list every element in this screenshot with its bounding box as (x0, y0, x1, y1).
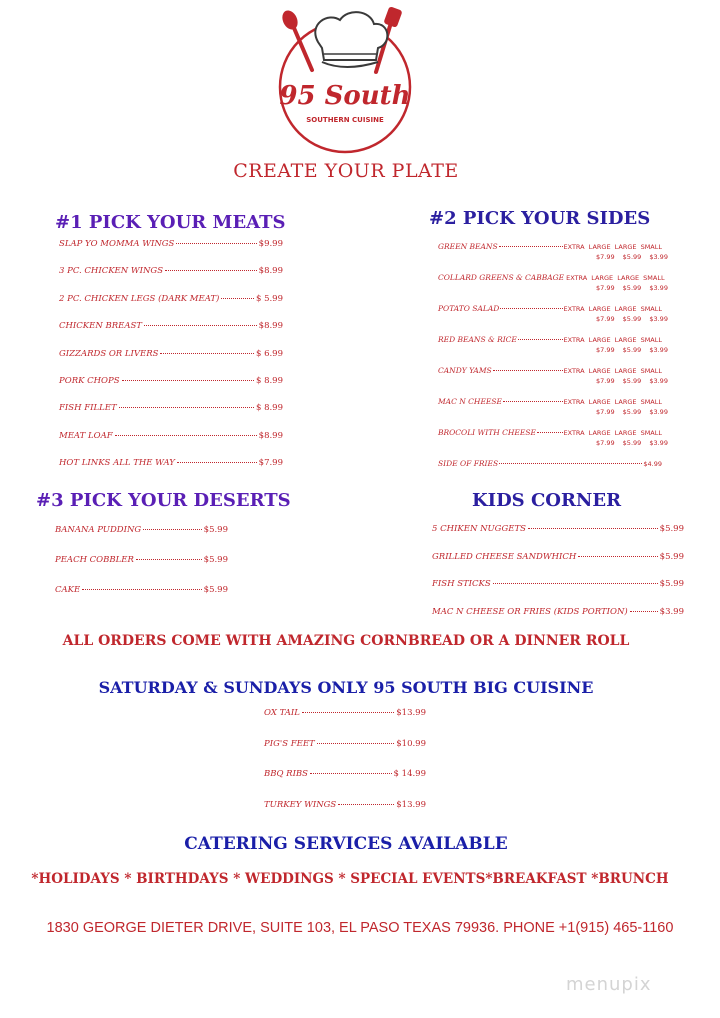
item-name: FISH FILLET (59, 403, 117, 414)
item-price: $ 6.99 (255, 348, 283, 359)
dot-leader (317, 743, 395, 744)
dot-leader (338, 804, 394, 805)
item-price: $ 5.99 (255, 293, 283, 304)
side-item (438, 366, 668, 385)
item-price: $5.99 (203, 525, 228, 535)
menu-item (264, 800, 426, 810)
side-item (438, 242, 668, 261)
item-price: $4.99 (643, 460, 662, 468)
menu-item (264, 739, 426, 749)
dot-leader (82, 589, 201, 590)
size-prices: $7.99 $5.99 $3.99 (596, 408, 668, 416)
menu-item (432, 579, 684, 589)
dot-leader (499, 463, 642, 464)
item-price: $10.99 (396, 738, 426, 749)
item-name: MAC N CHEESE OR FRIES (KIDS PORTION) (432, 606, 628, 617)
dot-leader (144, 325, 257, 326)
item-name: GREEN BEANS (438, 242, 498, 251)
side-item (438, 273, 668, 292)
side-item-row (438, 366, 662, 375)
item-name: 3 PC. CHICKEN WINGS (59, 266, 164, 277)
item-name: POTATO SALAD (438, 304, 500, 313)
menu-item (59, 349, 283, 359)
kids-title: KIDS CORNER (472, 490, 622, 511)
logo-graphic (270, 2, 420, 157)
menu-item (59, 321, 283, 331)
item-name: FISH STICKS (432, 579, 491, 589)
size-labels: EXTRA LARGE LARGE SMALL (563, 429, 662, 437)
menu-item (55, 525, 228, 535)
menu-item (59, 239, 283, 249)
restaurant-logo (270, 2, 420, 157)
deserts-title: #3 PICK YOUR DESERTS (36, 490, 291, 511)
item-price: $7.99 (258, 458, 283, 469)
dot-leader (528, 528, 658, 529)
size-labels: EXTRA LARGE LARGE SMALL (563, 305, 662, 313)
item-name: BBQ RIBS (264, 769, 308, 779)
logo-tagline: SOUTHERN CUISINE (306, 116, 384, 124)
dot-leader (165, 270, 257, 271)
item-price: $9.99 (258, 239, 283, 249)
item-name: PEACH COBBLER (55, 555, 134, 565)
size-labels: EXTRA LARGE LARGE SMALL (563, 367, 662, 375)
item-name: HOT LINKS ALL THE WAY (59, 458, 175, 469)
item-name: SIDE OF FRIES (438, 459, 499, 468)
menu-item (59, 294, 283, 304)
address: 1830 GEORGE DIETER DRIVE, SUITE 103, EL PASO TEXAS 79936. PHONE +1(915) 465-1160 (46, 920, 674, 936)
menu-item (55, 585, 228, 595)
dot-leader (578, 556, 657, 557)
menu-item (432, 607, 684, 617)
menu-item (55, 555, 228, 565)
dot-leader (143, 529, 201, 530)
side-item (438, 397, 668, 416)
dot-leader (119, 407, 254, 408)
item-price: $3.99 (659, 606, 684, 617)
dot-leader (160, 353, 253, 354)
item-name: RED BEANS & RICE (438, 335, 517, 344)
weekend-title: SATURDAY & SUNDAYS ONLY 95 SOUTH BIG CUISINE (98, 678, 594, 697)
item-price: $8.99 (258, 266, 283, 277)
item-name: GRILLED CHEESE SANDWHICH (432, 551, 577, 562)
menu-item (59, 431, 283, 441)
side-item (438, 428, 668, 447)
dot-leader (221, 298, 254, 299)
cornbread-note: ALL ORDERS COME WITH AMAZING CORNBREAD OR A DINNER ROLL (62, 633, 630, 649)
size-prices: $7.99 $5.99 $3.99 (596, 315, 668, 323)
menu-item (264, 708, 426, 718)
dot-leader (518, 339, 563, 340)
catering-events: *HOLIDAYS * BIRTHDAYS * WEDDINGS * SPECIAL EVENTS*BREAKFAST *BRUNCH (31, 871, 669, 887)
item-price: $ 8.99 (255, 403, 283, 414)
dot-leader (499, 246, 563, 247)
side-item-row (438, 428, 662, 437)
item-name: PIG'S FEET (264, 738, 315, 749)
menu-item (59, 458, 283, 468)
logo-name: 95 South (279, 81, 411, 111)
item-name: MEAT LOAF (59, 430, 113, 441)
side-item-row (438, 273, 665, 282)
size-prices: $7.99 $5.99 $3.99 (596, 439, 668, 447)
item-price: $5.99 (659, 551, 684, 562)
side-item-row (438, 397, 662, 406)
side-item-row (438, 335, 662, 344)
item-name: GIZZARDS OR LIVERS (59, 348, 159, 359)
side-of-fries (438, 459, 662, 468)
item-name: CAKE (55, 585, 81, 595)
size-prices: $7.99 $5.99 $3.99 (596, 284, 668, 292)
side-item-row (438, 304, 662, 313)
dot-leader (115, 435, 257, 436)
item-price: $5.99 (659, 579, 684, 589)
dot-leader (537, 432, 563, 433)
item-name: CHICKEN BREAST (59, 321, 142, 332)
watermark-logo: menupix (566, 974, 652, 995)
dot-leader (493, 583, 658, 584)
size-labels: EXTRA LARGE LARGE SMALL (566, 274, 665, 282)
item-name: SLAP YO MOMMA WINGS (59, 239, 175, 249)
meats-title: #1 PICK YOUR MEATS (55, 212, 286, 233)
size-labels: EXTRA LARGE LARGE SMALL (563, 336, 662, 344)
item-name: 2 PC. CHICKEN LEGS (DARK MEAT) (59, 293, 220, 304)
sides-title: #2 PICK YOUR SIDES (429, 208, 651, 229)
size-prices: $7.99 $5.99 $3.99 (596, 253, 668, 261)
menu-item (432, 524, 684, 534)
dot-leader (122, 380, 254, 381)
dot-leader (493, 370, 563, 371)
item-name: MAC N CHEESE (438, 397, 503, 406)
item-name: CANDY YAMS (438, 366, 492, 375)
side-item-row (438, 242, 662, 251)
item-name: OX TAIL (264, 708, 300, 718)
side-item-row (438, 459, 662, 468)
item-name: TURKEY WINGS (264, 799, 337, 810)
side-item (438, 304, 668, 323)
item-price: $13.99 (396, 799, 426, 810)
menu-item (432, 552, 684, 562)
item-name: COLLARD GREENS & CABBAGE (438, 273, 565, 282)
page-heading: CREATE YOUR PLATE (233, 160, 459, 182)
dot-leader (310, 773, 392, 774)
dot-leader (177, 462, 257, 463)
item-price: $8.99 (258, 430, 283, 441)
menu-item (59, 266, 283, 276)
dot-leader (136, 559, 202, 560)
dot-leader (503, 401, 562, 402)
dot-leader (500, 308, 562, 309)
menu-item (264, 769, 426, 779)
dot-leader (302, 712, 394, 713)
menu-item (59, 403, 283, 413)
size-labels: EXTRA LARGE LARGE SMALL (563, 398, 662, 406)
item-name: PORK CHOPS (59, 376, 120, 386)
item-name: BROCOLI WITH CHEESE (438, 428, 536, 437)
item-price: $5.99 (203, 585, 228, 595)
item-price: $13.99 (396, 708, 426, 718)
item-price: $5.99 (659, 524, 684, 534)
item-price: $ 8.99 (255, 376, 283, 386)
item-name: BANANA PUDDING (55, 525, 142, 535)
side-item (438, 335, 668, 354)
item-price: $ 14.99 (393, 769, 426, 779)
dot-leader (176, 243, 256, 244)
catering-title: CATERING SERVICES AVAILABLE (184, 834, 508, 854)
size-labels: EXTRA LARGE LARGE SMALL (563, 243, 662, 251)
item-price: $5.99 (203, 555, 228, 565)
item-name: 5 CHIKEN NUGGETS (432, 524, 526, 534)
item-price: $8.99 (258, 321, 283, 332)
menu-item (59, 376, 283, 386)
size-prices: $7.99 $5.99 $3.99 (596, 346, 668, 354)
size-prices: $7.99 $5.99 $3.99 (596, 377, 668, 385)
dot-leader (630, 611, 658, 612)
